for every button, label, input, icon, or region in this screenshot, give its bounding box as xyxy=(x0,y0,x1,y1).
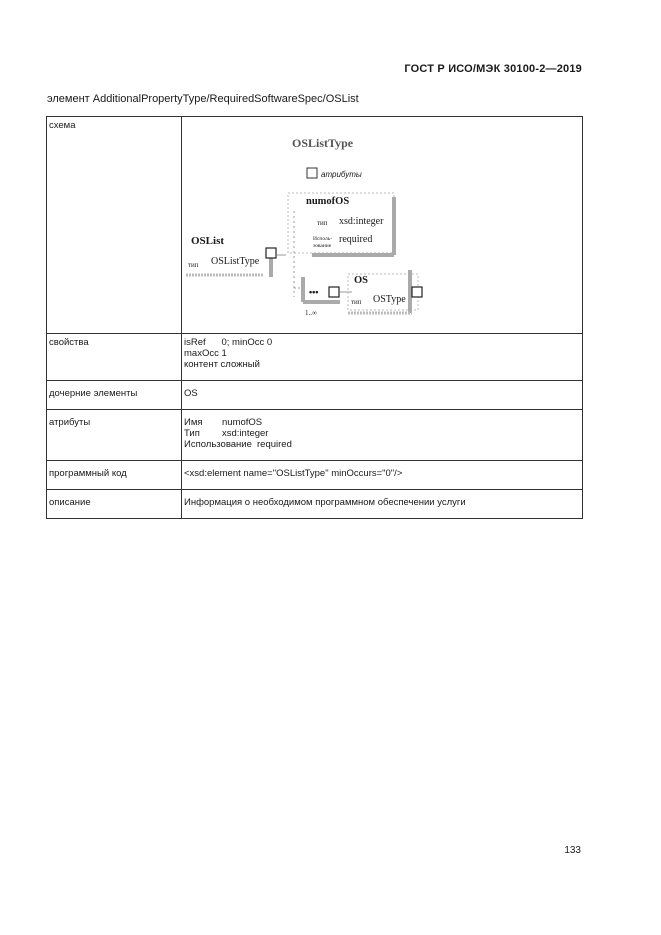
sequence-dots: ••• xyxy=(309,287,319,297)
isref-value: 0; minOcc 0 xyxy=(221,337,273,348)
code-row xyxy=(47,461,583,490)
children-value: OS xyxy=(182,381,583,410)
numofos-type-value: xsd:integer xyxy=(339,216,384,227)
description-row xyxy=(47,490,583,519)
attr-use-value: required xyxy=(257,439,292,450)
element-caption: элемент AdditionalPropertyType/RequiredSoftwareSpec/OSList xyxy=(47,93,359,105)
os-type-label: тип xyxy=(351,298,362,306)
os-name: OS xyxy=(354,275,369,286)
element-properties-table xyxy=(46,116,583,519)
attributes-row xyxy=(47,410,583,461)
isref-key: isRef xyxy=(184,337,206,348)
numofos-type-label: тип xyxy=(317,219,328,227)
sequence-expand-icon xyxy=(329,287,339,297)
children-row xyxy=(47,381,583,410)
numofos-use-label-2: зование xyxy=(313,243,332,249)
numofos-use-label-1: Исполь- xyxy=(313,236,333,242)
attributes-label: атрибуты xyxy=(47,410,182,461)
oslist-type-label: тип xyxy=(188,261,199,269)
os-type-value: OSType xyxy=(373,294,406,305)
description-value: Информация о необходимом программном обеспечении услуги xyxy=(182,490,583,519)
attributes-box-icon xyxy=(307,168,317,178)
description-label: описание xyxy=(47,490,182,519)
children-label: дочерние элементы xyxy=(47,381,182,410)
numofos-use-value: required xyxy=(339,234,373,245)
schema-cell xyxy=(182,117,583,334)
schema-row xyxy=(47,117,583,334)
properties-row xyxy=(47,334,583,381)
content-line: контент сложный xyxy=(184,359,260,370)
attributes-box-label: атрибуты xyxy=(321,170,362,179)
code-value: <xsd:element name="OSListType" minOccurs="0"/> xyxy=(182,461,583,490)
properties-label: свойства xyxy=(47,334,182,381)
code-label: программный код xyxy=(47,461,182,490)
page-number: 133 xyxy=(564,845,581,856)
attr-type-label: Тип xyxy=(184,428,200,439)
numofos-name: numofOS xyxy=(306,196,350,207)
attr-type-value: xsd:integer xyxy=(222,428,269,439)
maxocc-line: maxOcc 1 xyxy=(184,348,227,359)
os-expand-icon xyxy=(412,287,422,297)
schema-label: схема xyxy=(47,117,182,334)
sequence-occurs: 1..∞ xyxy=(305,309,317,317)
standard-header: ГОСТ Р ИСО/МЭК 30100-2—2019 xyxy=(404,63,582,75)
attr-use-label: Использование xyxy=(184,439,252,450)
attr-name-label: Имя xyxy=(184,417,203,428)
diagram-title: OSListType xyxy=(292,136,354,150)
attributes-cell xyxy=(182,410,583,461)
oslist-name: OSList xyxy=(191,235,225,247)
oslist-type-value: OSListType xyxy=(211,256,260,267)
properties-cell xyxy=(182,334,583,381)
oslist-expand-icon xyxy=(266,248,276,258)
attr-name-value: numofOS xyxy=(222,417,263,428)
schema-diagram xyxy=(182,117,582,333)
